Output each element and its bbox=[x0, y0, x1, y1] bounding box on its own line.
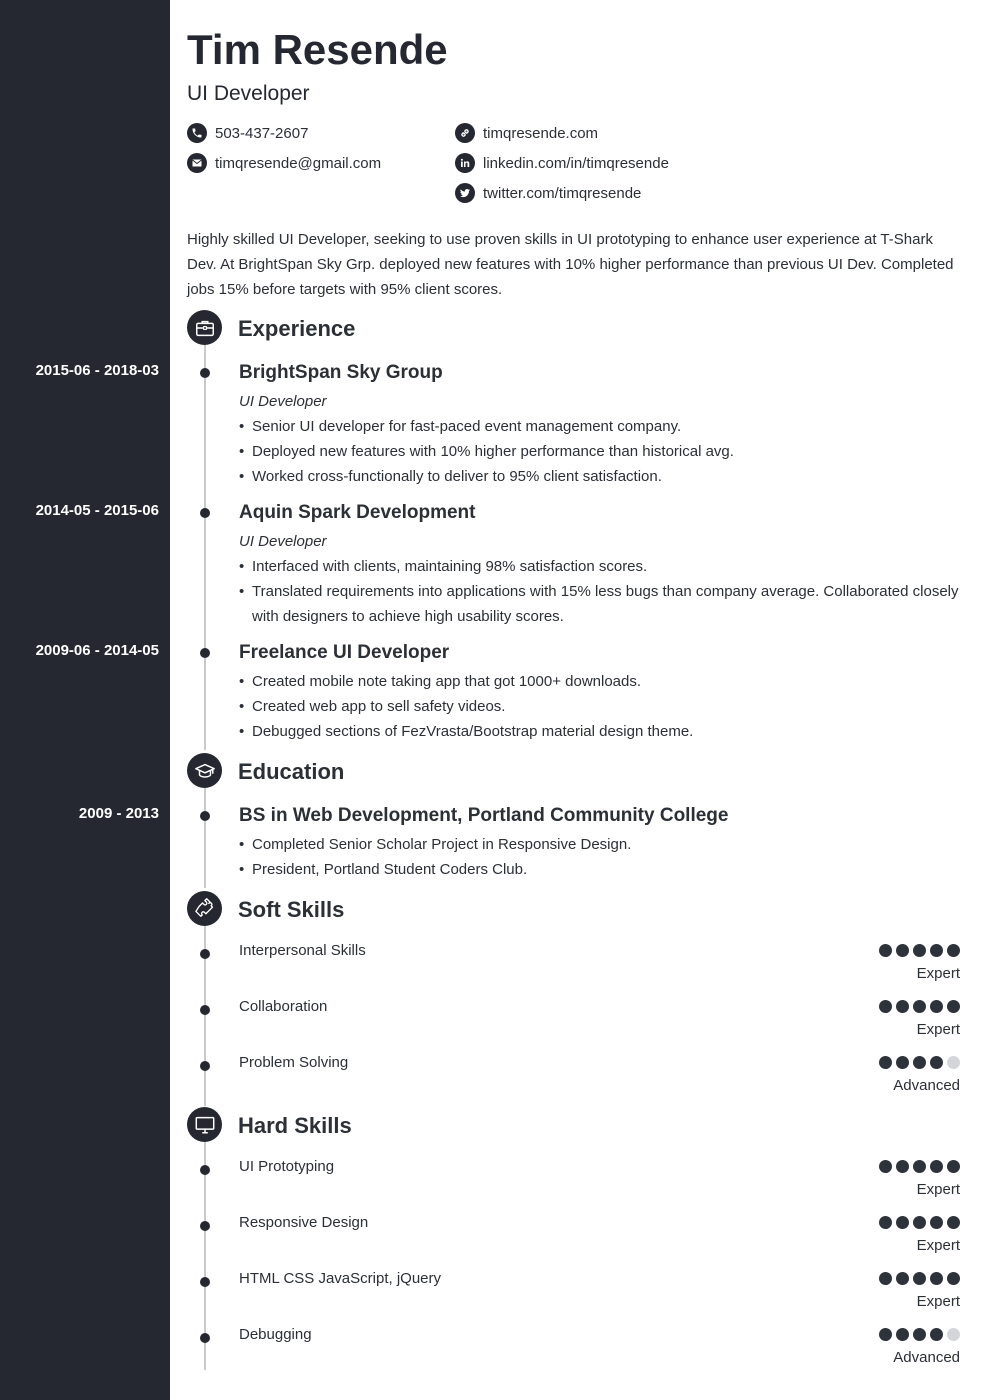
bullet-list bbox=[239, 414, 964, 489]
rating-dot-filled bbox=[947, 1000, 960, 1013]
bullet-item: • Senior UI developer for fast-paced event management company. bbox=[239, 414, 964, 439]
rating-dot-filled bbox=[896, 944, 909, 957]
role-title: UI Developer bbox=[239, 533, 327, 550]
rating-dot-filled bbox=[913, 1216, 926, 1229]
skill-level: Expert bbox=[916, 1293, 960, 1310]
bullet-item: • Worked cross-functionally to deliver to 95% client satisfaction. bbox=[239, 464, 964, 489]
employer-name: BrightSpan Sky Group bbox=[239, 362, 443, 383]
skill-name: Problem Solving bbox=[239, 1054, 349, 1071]
contact-text: timqresende.com bbox=[483, 124, 599, 142]
rating-dot-filled bbox=[913, 944, 926, 957]
rating-dot-filled bbox=[896, 1328, 909, 1341]
skill-rating bbox=[879, 1160, 960, 1173]
experience-section-icon bbox=[187, 310, 222, 345]
skill-level: Expert bbox=[916, 965, 960, 982]
soft-skills-heading: Soft Skills bbox=[238, 897, 345, 922]
phone-icon bbox=[187, 123, 207, 143]
skill-rating bbox=[879, 1328, 960, 1341]
experience-heading: Experience bbox=[238, 316, 356, 341]
employer-name: Freelance UI Developer bbox=[239, 642, 450, 663]
rating-dot-filled bbox=[930, 944, 943, 957]
skill-name: Interpersonal Skills bbox=[239, 942, 366, 959]
timeline-dot bbox=[200, 648, 210, 658]
skill-rating bbox=[879, 944, 960, 957]
employer-name: Aquin Spark Development bbox=[239, 502, 476, 523]
rating-dot-filled bbox=[896, 1160, 909, 1173]
briefcase-icon bbox=[194, 317, 216, 339]
bullet-item: • Interfaced with clients, maintaining 98% satisfaction scores. bbox=[239, 554, 964, 579]
rating-dot-filled bbox=[896, 1056, 909, 1069]
rating-dot-filled bbox=[913, 1160, 926, 1173]
rating-dot-filled bbox=[879, 944, 892, 957]
rating-dot-filled bbox=[896, 1000, 909, 1013]
timeline-line bbox=[204, 773, 206, 888]
timeline-dot bbox=[200, 508, 210, 518]
bullet-item: • Created mobile note taking app that got 1000+ downloads. bbox=[239, 669, 964, 694]
experience-entry bbox=[239, 361, 964, 489]
timeline-dot bbox=[200, 949, 210, 959]
link-icon bbox=[455, 123, 475, 143]
skill-rating bbox=[879, 1000, 960, 1013]
skill-level: Expert bbox=[916, 1237, 960, 1254]
contact-text: 503-437-2607 bbox=[215, 124, 309, 142]
profile-summary: Highly skilled UI Developer, seeking to use proven skills in UI prototyping to enhance user experience at T-Shark Dev. At BrightSpan Sky Grp. deployed new features with 10% higher performance than previous UI Dev. Completed jobs 15% before targets with 95% client scores. bbox=[187, 231, 954, 298]
graduation-cap-icon bbox=[194, 760, 216, 782]
bullet-item: • Translated requirements into applications with 15% less bugs than company average. Collaborated closely with designers to achieve high usability scores. bbox=[239, 579, 964, 629]
contact-text: timqresende@gmail.com bbox=[215, 154, 382, 172]
skill-level: Expert bbox=[916, 1181, 960, 1198]
experience-date: 2015-06 - 2018-03 bbox=[35, 362, 159, 379]
role-title: UI Developer bbox=[239, 393, 327, 410]
hard-skills-heading: Hard Skills bbox=[238, 1113, 352, 1138]
rating-dot-filled bbox=[913, 1328, 926, 1341]
education-entry bbox=[239, 804, 964, 882]
rating-dot-filled bbox=[879, 1216, 892, 1229]
rating-dot-filled bbox=[879, 1328, 892, 1341]
timeline-dot bbox=[200, 1277, 210, 1287]
rating-dot-filled bbox=[930, 1000, 943, 1013]
skill-rating bbox=[879, 1056, 960, 1069]
timeline-dot bbox=[200, 1061, 210, 1071]
degree-name: BS in Web Development, Portland Community College bbox=[239, 805, 729, 826]
soft-skills-section-icon bbox=[187, 891, 222, 926]
contact-email[interactable] bbox=[187, 152, 381, 174]
timeline-dot bbox=[200, 1005, 210, 1015]
rating-dot-filled bbox=[930, 1056, 943, 1069]
rating-dot-filled bbox=[913, 1272, 926, 1285]
bullet-item: • Deployed new features with 10% higher performance than historical avg. bbox=[239, 439, 964, 464]
twitter-icon bbox=[455, 183, 475, 203]
skill-rating bbox=[879, 1272, 960, 1285]
timeline-line bbox=[204, 330, 206, 750]
timeline-dot bbox=[200, 1165, 210, 1175]
timeline-dot bbox=[200, 1221, 210, 1231]
skill-name: HTML CSS JavaScript, jQuery bbox=[239, 1270, 441, 1287]
skill-name: UI Prototyping bbox=[239, 1158, 335, 1175]
experience-entry bbox=[239, 501, 964, 629]
education-section-icon bbox=[187, 753, 222, 788]
rating-dot-filled bbox=[930, 1216, 943, 1229]
experience-entry bbox=[239, 641, 964, 744]
skill-level: Expert bbox=[916, 1021, 960, 1038]
rating-dot-filled bbox=[879, 1000, 892, 1013]
skill-name: Debugging bbox=[239, 1326, 312, 1343]
rating-dot-filled bbox=[930, 1160, 943, 1173]
timeline-dot bbox=[200, 368, 210, 378]
rating-dot-filled bbox=[913, 1056, 926, 1069]
rating-dot-filled bbox=[947, 1216, 960, 1229]
education-heading: Education bbox=[238, 759, 345, 784]
bullet-list bbox=[239, 669, 964, 744]
email-icon bbox=[187, 153, 207, 173]
job-title: UI Developer bbox=[187, 82, 310, 105]
skill-level: Advanced bbox=[893, 1077, 960, 1094]
skill-name: Responsive Design bbox=[239, 1214, 369, 1231]
rating-dot-filled bbox=[913, 1000, 926, 1013]
experience-date: 2009-06 - 2014-05 bbox=[35, 642, 159, 659]
puzzle-icon bbox=[194, 898, 216, 920]
hard-skills-section-icon bbox=[187, 1107, 222, 1142]
education-date: 2009 - 2013 bbox=[78, 805, 159, 822]
monitor-icon bbox=[194, 1114, 216, 1136]
rating-dot-filled bbox=[947, 944, 960, 957]
skill-rating bbox=[879, 1216, 960, 1229]
rating-dot-filled bbox=[896, 1272, 909, 1285]
rating-dot-filled bbox=[879, 1272, 892, 1285]
bullet-item: • Created web app to sell safety videos. bbox=[239, 694, 964, 719]
skill-level: Advanced bbox=[893, 1349, 960, 1366]
rating-dot-filled bbox=[930, 1328, 943, 1341]
candidate-name: Tim Resende bbox=[187, 26, 448, 73]
timeline-dot bbox=[200, 811, 210, 821]
bullet-list bbox=[239, 554, 964, 629]
rating-dot-filled bbox=[879, 1056, 892, 1069]
rating-dot-filled bbox=[896, 1216, 909, 1229]
left-sidebar bbox=[0, 0, 170, 1400]
rating-dot-filled bbox=[947, 1160, 960, 1173]
contact-linkedin[interactable] bbox=[455, 152, 669, 174]
contact-website[interactable] bbox=[455, 122, 598, 144]
linkedin-icon bbox=[455, 153, 475, 173]
skill-name: Collaboration bbox=[239, 998, 328, 1015]
rating-dot-empty bbox=[947, 1056, 960, 1069]
contact-text: twitter.com/timqresende bbox=[483, 184, 642, 202]
bullet-item: • Debugged sections of FezVrasta/Bootstrap material design theme. bbox=[239, 719, 964, 744]
bullet-item: • Completed Senior Scholar Project in Responsive Design. bbox=[239, 832, 964, 857]
bullet-item: • President, Portland Student Coders Club. bbox=[239, 857, 964, 882]
rating-dot-filled bbox=[947, 1272, 960, 1285]
timeline-dot bbox=[200, 1333, 210, 1343]
contact-twitter[interactable] bbox=[455, 182, 641, 204]
rating-dot-filled bbox=[930, 1272, 943, 1285]
contact-text: linkedin.com/in/timqresende bbox=[483, 154, 669, 172]
experience-date: 2014-05 - 2015-06 bbox=[35, 502, 159, 519]
contact-phone[interactable] bbox=[187, 122, 308, 144]
bullet-list bbox=[239, 832, 964, 882]
rating-dot-filled bbox=[879, 1160, 892, 1173]
rating-dot-empty bbox=[947, 1328, 960, 1341]
